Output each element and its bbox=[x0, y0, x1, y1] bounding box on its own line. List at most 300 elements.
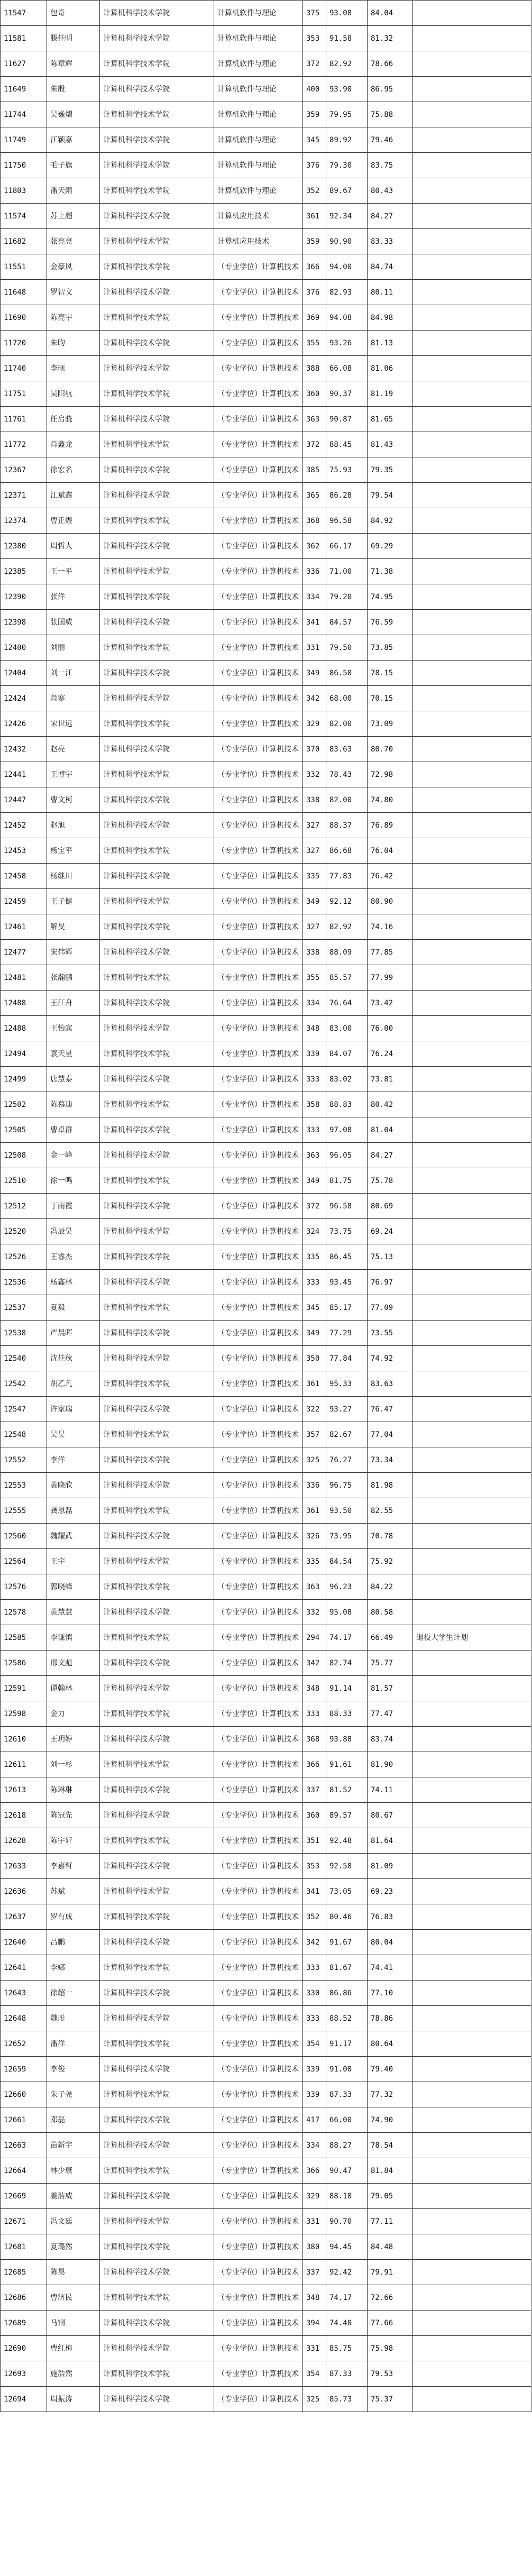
major-cell: （专业学位）计算机技术 bbox=[214, 356, 303, 381]
prelim-score-cell: 333 bbox=[303, 1701, 326, 1727]
total-score-cell: 74.80 bbox=[368, 787, 413, 813]
table-row bbox=[1, 1904, 531, 1930]
exam-id-cell: 12685 bbox=[1, 2260, 47, 2285]
retest-score-cell: 68.00 bbox=[326, 686, 368, 711]
major-cell: （专业学位）计算机技术 bbox=[214, 457, 303, 483]
table-row bbox=[1, 26, 531, 51]
major-cell: （专业学位）计算机技术 bbox=[214, 2184, 303, 2209]
remark-cell bbox=[413, 584, 531, 610]
exam-id-cell: 11627 bbox=[1, 51, 47, 77]
total-score-cell: 76.24 bbox=[368, 1041, 413, 1067]
major-cell: （专业学位）计算机技术 bbox=[214, 1067, 303, 1092]
remark-cell bbox=[413, 711, 531, 737]
table-row bbox=[1, 610, 531, 635]
major-cell: （专业学位）计算机技术 bbox=[214, 1447, 303, 1473]
college-cell: 计算机科学技术学院 bbox=[100, 914, 214, 940]
table-row bbox=[1, 1930, 531, 1955]
major-cell: （专业学位）计算机技术 bbox=[214, 2336, 303, 2361]
exam-id-cell: 12459 bbox=[1, 889, 47, 914]
prelim-score-cell: 355 bbox=[303, 331, 326, 356]
college-cell: 计算机科学技术学院 bbox=[100, 1041, 214, 1067]
remark-cell bbox=[413, 1854, 531, 1879]
table-row bbox=[1, 2107, 531, 2133]
table-row bbox=[1, 1041, 531, 1067]
prelim-score-cell: 380 bbox=[303, 2234, 326, 2260]
college-cell: 计算机科学技术学院 bbox=[100, 2234, 214, 2260]
exam-id-cell: 12488 bbox=[1, 991, 47, 1016]
college-cell: 计算机科学技术学院 bbox=[100, 2158, 214, 2184]
remark-cell bbox=[413, 178, 531, 204]
name-cell: 杨继川 bbox=[47, 864, 100, 889]
retest-score-cell: 96.75 bbox=[326, 1473, 368, 1498]
exam-id-cell: 11751 bbox=[1, 381, 47, 407]
prelim-score-cell: 294 bbox=[303, 1625, 326, 1651]
college-cell: 计算机科学技术学院 bbox=[100, 534, 214, 559]
college-cell: 计算机科学技术学院 bbox=[100, 1498, 214, 1524]
retest-score-cell: 96.05 bbox=[326, 1143, 368, 1168]
total-score-cell: 69.24 bbox=[368, 1219, 413, 1244]
major-cell: （专业学位）计算机技术 bbox=[214, 2082, 303, 2107]
prelim-score-cell: 361 bbox=[303, 1498, 326, 1524]
exam-id-cell: 12652 bbox=[1, 2031, 47, 2057]
remark-cell bbox=[413, 2311, 531, 2336]
table-row bbox=[1, 813, 531, 838]
name-cell: 朱殷 bbox=[47, 77, 100, 102]
remark-cell bbox=[413, 1168, 531, 1194]
prelim-score-cell: 333 bbox=[303, 1067, 326, 1092]
prelim-score-cell: 394 bbox=[303, 2311, 326, 2336]
name-cell: 罗智文 bbox=[47, 280, 100, 305]
total-score-cell: 80.58 bbox=[368, 1600, 413, 1625]
major-cell: （专业学位）计算机技术 bbox=[214, 2387, 303, 2412]
total-score-cell: 71.38 bbox=[368, 559, 413, 584]
college-cell: 计算机科学技术学院 bbox=[100, 1397, 214, 1422]
table-row bbox=[1, 2158, 531, 2184]
prelim-score-cell: 369 bbox=[303, 305, 326, 331]
table-row bbox=[1, 2209, 531, 2234]
total-score-cell: 75.13 bbox=[368, 1244, 413, 1270]
table-row bbox=[1, 2336, 531, 2361]
name-cell: 金力 bbox=[47, 1701, 100, 1727]
college-cell: 计算机科学技术学院 bbox=[100, 661, 214, 686]
prelim-score-cell: 327 bbox=[303, 813, 326, 838]
prelim-score-cell: 337 bbox=[303, 2260, 326, 2285]
prelim-score-cell: 417 bbox=[303, 2107, 326, 2133]
major-cell: （专业学位）计算机技术 bbox=[214, 762, 303, 787]
name-cell: 唐慧泰 bbox=[47, 1067, 100, 1092]
exam-id-cell: 11740 bbox=[1, 356, 47, 381]
table-row bbox=[1, 686, 531, 711]
college-cell: 计算机科学技术学院 bbox=[100, 280, 214, 305]
prelim-score-cell: 359 bbox=[303, 229, 326, 254]
major-cell: （专业学位）计算机技术 bbox=[214, 381, 303, 407]
major-cell: （专业学位）计算机技术 bbox=[214, 914, 303, 940]
name-cell: 罗有成 bbox=[47, 1904, 100, 1930]
prelim-score-cell: 350 bbox=[303, 1346, 326, 1371]
prelim-score-cell: 342 bbox=[303, 1651, 326, 1676]
table-row bbox=[1, 178, 531, 204]
prelim-score-cell: 360 bbox=[303, 1803, 326, 1828]
exam-id-cell: 12578 bbox=[1, 1600, 47, 1625]
college-cell: 计算机科学技术学院 bbox=[100, 940, 214, 965]
remark-cell bbox=[413, 26, 531, 51]
college-cell: 计算机科学技术学院 bbox=[100, 1549, 214, 1574]
retest-score-cell: 66.17 bbox=[326, 534, 368, 559]
name-cell: 潘洋 bbox=[47, 2031, 100, 2057]
name-cell: 魏耀武 bbox=[47, 1524, 100, 1549]
name-cell: 李嘉哲 bbox=[47, 1854, 100, 1879]
prelim-score-cell: 338 bbox=[303, 787, 326, 813]
prelim-score-cell: 358 bbox=[303, 1092, 326, 1117]
exam-id-cell: 12390 bbox=[1, 584, 47, 610]
major-cell: （专业学位）计算机技术 bbox=[214, 1397, 303, 1422]
remark-cell bbox=[413, 864, 531, 889]
total-score-cell: 84.74 bbox=[368, 254, 413, 280]
remark-cell bbox=[413, 1371, 531, 1397]
retest-score-cell: 92.42 bbox=[326, 2260, 368, 2285]
remark-cell bbox=[413, 2006, 531, 2031]
table-row bbox=[1, 381, 531, 407]
college-cell: 计算机科学技术学院 bbox=[100, 2260, 214, 2285]
major-cell: （专业学位）计算机技术 bbox=[214, 1727, 303, 1752]
table-row bbox=[1, 1244, 531, 1270]
college-cell: 计算机科学技术学院 bbox=[100, 2082, 214, 2107]
total-score-cell: 78.86 bbox=[368, 2006, 413, 2031]
remark-cell bbox=[413, 153, 531, 178]
name-cell: 夏毅 bbox=[47, 1295, 100, 1321]
major-cell: （专业学位）计算机技术 bbox=[214, 1371, 303, 1397]
total-score-cell: 81.90 bbox=[368, 1752, 413, 1777]
total-score-cell: 84.27 bbox=[368, 204, 413, 229]
major-cell: （专业学位）计算机技术 bbox=[214, 1981, 303, 2006]
retest-score-cell: 96.58 bbox=[326, 508, 368, 534]
prelim-score-cell: 329 bbox=[303, 711, 326, 737]
table-row bbox=[1, 1397, 531, 1422]
remark-cell bbox=[413, 1549, 531, 1574]
major-cell: （专业学位）计算机技术 bbox=[214, 1219, 303, 1244]
name-cell: 赵亮 bbox=[47, 737, 100, 762]
name-cell: 苏上超 bbox=[47, 204, 100, 229]
college-cell: 计算机科学技术学院 bbox=[100, 1346, 214, 1371]
retest-score-cell: 94.08 bbox=[326, 305, 368, 331]
remark-cell bbox=[413, 1422, 531, 1447]
college-cell: 计算机科学技术学院 bbox=[100, 838, 214, 864]
prelim-score-cell: 327 bbox=[303, 914, 326, 940]
exam-id-cell: 12643 bbox=[1, 1981, 47, 2006]
name-cell: 张亮亮 bbox=[47, 229, 100, 254]
remark-cell bbox=[413, 1295, 531, 1321]
retest-score-cell: 91.61 bbox=[326, 1752, 368, 1777]
table-row bbox=[1, 2006, 531, 2031]
major-cell: （专业学位）计算机技术 bbox=[214, 2209, 303, 2234]
total-score-cell: 75.92 bbox=[368, 1549, 413, 1574]
table-row bbox=[1, 1549, 531, 1574]
college-cell: 计算机科学技术学院 bbox=[100, 762, 214, 787]
major-cell: （专业学位）计算机技术 bbox=[214, 2107, 303, 2133]
college-cell: 计算机科学技术学院 bbox=[100, 1143, 214, 1168]
prelim-score-cell: 400 bbox=[303, 77, 326, 102]
prelim-score-cell: 337 bbox=[303, 1777, 326, 1803]
major-cell: 计算机软件与理论 bbox=[214, 1, 303, 26]
exam-id-cell: 12536 bbox=[1, 1270, 47, 1295]
college-cell: 计算机科学技术学院 bbox=[100, 1219, 214, 1244]
name-cell: 王博宇 bbox=[47, 762, 100, 787]
admission-table-body bbox=[1, 1, 531, 2412]
exam-id-cell: 12560 bbox=[1, 1524, 47, 1549]
exam-id-cell: 11803 bbox=[1, 178, 47, 204]
total-score-cell: 70.15 bbox=[368, 686, 413, 711]
college-cell: 计算机科学技术学院 bbox=[100, 2031, 214, 2057]
prelim-score-cell: 345 bbox=[303, 127, 326, 153]
remark-cell bbox=[413, 508, 531, 534]
remark-cell bbox=[413, 229, 531, 254]
total-score-cell: 81.64 bbox=[368, 1828, 413, 1854]
college-cell: 计算机科学技术学院 bbox=[100, 813, 214, 838]
major-cell: （专业学位）计算机技术 bbox=[214, 2158, 303, 2184]
prelim-score-cell: 361 bbox=[303, 1371, 326, 1397]
table-row bbox=[1, 940, 531, 965]
major-cell: （专业学位）计算机技术 bbox=[214, 2133, 303, 2158]
prelim-score-cell: 363 bbox=[303, 1143, 326, 1168]
exam-id-cell: 12452 bbox=[1, 813, 47, 838]
table-row bbox=[1, 711, 531, 737]
total-score-cell: 77.11 bbox=[368, 2209, 413, 2234]
remark-cell bbox=[413, 1524, 531, 1549]
major-cell: （专业学位）计算机技术 bbox=[214, 254, 303, 280]
remark-cell bbox=[413, 1067, 531, 1092]
retest-score-cell: 88.45 bbox=[326, 432, 368, 457]
total-score-cell: 76.00 bbox=[368, 1016, 413, 1041]
retest-score-cell: 83.02 bbox=[326, 1067, 368, 1092]
exam-id-cell: 11649 bbox=[1, 77, 47, 102]
remark-cell bbox=[413, 1727, 531, 1752]
prelim-score-cell: 372 bbox=[303, 1194, 326, 1219]
exam-id-cell: 12555 bbox=[1, 1498, 47, 1524]
table-row bbox=[1, 1473, 531, 1498]
major-cell: 计算机软件与理论 bbox=[214, 102, 303, 127]
retest-score-cell: 74.17 bbox=[326, 2285, 368, 2311]
prelim-score-cell: 345 bbox=[303, 1295, 326, 1321]
name-cell: 吕鹏 bbox=[47, 1930, 100, 1955]
table-row bbox=[1, 2260, 531, 2285]
exam-id-cell: 12686 bbox=[1, 2285, 47, 2311]
retest-score-cell: 77.83 bbox=[326, 864, 368, 889]
college-cell: 计算机科学技术学院 bbox=[100, 102, 214, 127]
retest-score-cell: 93.27 bbox=[326, 1397, 368, 1422]
total-score-cell: 84.48 bbox=[368, 2234, 413, 2260]
college-cell: 计算机科学技术学院 bbox=[100, 356, 214, 381]
table-row bbox=[1, 661, 531, 686]
major-cell: （专业学位）计算机技术 bbox=[214, 508, 303, 534]
exam-id-cell: 12385 bbox=[1, 559, 47, 584]
name-cell: 李娜 bbox=[47, 1955, 100, 1981]
table-row bbox=[1, 1168, 531, 1194]
total-score-cell: 69.29 bbox=[368, 534, 413, 559]
retest-score-cell: 90.70 bbox=[326, 2209, 368, 2234]
exam-id-cell: 12586 bbox=[1, 1651, 47, 1676]
major-cell: 计算机应用技术 bbox=[214, 229, 303, 254]
remark-cell bbox=[413, 254, 531, 280]
total-score-cell: 77.32 bbox=[368, 2082, 413, 2107]
name-cell: 邢文彪 bbox=[47, 1651, 100, 1676]
college-cell: 计算机科学技术学院 bbox=[100, 153, 214, 178]
name-cell: 任启骁 bbox=[47, 407, 100, 432]
retest-score-cell: 79.50 bbox=[326, 635, 368, 661]
name-cell: 黄晓欣 bbox=[47, 1473, 100, 1498]
name-cell: 曹卓群 bbox=[47, 1117, 100, 1143]
exam-id-cell: 11744 bbox=[1, 102, 47, 127]
prelim-score-cell: 372 bbox=[303, 432, 326, 457]
name-cell: 林少康 bbox=[47, 2158, 100, 2184]
retest-score-cell: 90.37 bbox=[326, 381, 368, 407]
prelim-score-cell: 365 bbox=[303, 483, 326, 508]
name-cell: 周振涛 bbox=[47, 2387, 100, 2412]
college-cell: 计算机科学技术学院 bbox=[100, 77, 214, 102]
name-cell: 王怡宾 bbox=[47, 1016, 100, 1041]
name-cell: 谭翰林 bbox=[47, 1676, 100, 1701]
total-score-cell: 78.15 bbox=[368, 661, 413, 686]
name-cell: 金一峰 bbox=[47, 1143, 100, 1168]
remark-cell bbox=[413, 2184, 531, 2209]
retest-score-cell: 81.75 bbox=[326, 1168, 368, 1194]
total-score-cell: 81.04 bbox=[368, 1117, 413, 1143]
retest-score-cell: 94.00 bbox=[326, 254, 368, 280]
college-cell: 计算机科学技术学院 bbox=[100, 1321, 214, 1346]
exam-id-cell: 12681 bbox=[1, 2234, 47, 2260]
remark-cell bbox=[413, 1244, 531, 1270]
prelim-score-cell: 341 bbox=[303, 610, 326, 635]
table-row bbox=[1, 280, 531, 305]
total-score-cell: 75.77 bbox=[368, 1651, 413, 1676]
name-cell: 肖鑫龙 bbox=[47, 432, 100, 457]
prelim-score-cell: 333 bbox=[303, 2006, 326, 2031]
prelim-score-cell: 339 bbox=[303, 2082, 326, 2107]
remark-cell bbox=[413, 127, 531, 153]
table-row bbox=[1, 1270, 531, 1295]
major-cell: （专业学位）计算机技术 bbox=[214, 331, 303, 356]
remark-cell bbox=[413, 305, 531, 331]
table-row bbox=[1, 2311, 531, 2336]
retest-score-cell: 76.64 bbox=[326, 991, 368, 1016]
prelim-score-cell: 334 bbox=[303, 584, 326, 610]
retest-score-cell: 89.92 bbox=[326, 127, 368, 153]
total-score-cell: 80.67 bbox=[368, 1803, 413, 1828]
retest-score-cell: 86.28 bbox=[326, 483, 368, 508]
total-score-cell: 81.65 bbox=[368, 407, 413, 432]
prelim-score-cell: 327 bbox=[303, 838, 326, 864]
table-row bbox=[1, 1143, 531, 1168]
name-cell: 周哲人 bbox=[47, 534, 100, 559]
exam-id-cell: 12633 bbox=[1, 1854, 47, 1879]
name-cell: 陈章辉 bbox=[47, 51, 100, 77]
major-cell: （专业学位）计算机技术 bbox=[214, 2260, 303, 2285]
table-row bbox=[1, 1422, 531, 1447]
exam-id-cell: 12481 bbox=[1, 965, 47, 991]
college-cell: 计算机科学技术学院 bbox=[100, 1777, 214, 1803]
major-cell: （专业学位）计算机技术 bbox=[214, 1752, 303, 1777]
retest-score-cell: 86.68 bbox=[326, 838, 368, 864]
exam-id-cell: 12400 bbox=[1, 635, 47, 661]
remark-cell bbox=[413, 1828, 531, 1854]
total-score-cell: 84.92 bbox=[368, 508, 413, 534]
college-cell: 计算机科学技术学院 bbox=[100, 1168, 214, 1194]
table-row bbox=[1, 1067, 531, 1092]
exam-id-cell: 12663 bbox=[1, 2133, 47, 2158]
exam-id-cell: 12553 bbox=[1, 1473, 47, 1498]
major-cell: （专业学位）计算机技术 bbox=[214, 1930, 303, 1955]
remark-cell bbox=[413, 1498, 531, 1524]
exam-id-cell: 12404 bbox=[1, 661, 47, 686]
college-cell: 计算机科学技术学院 bbox=[100, 1371, 214, 1397]
prelim-score-cell: 334 bbox=[303, 2133, 326, 2158]
retest-score-cell: 79.20 bbox=[326, 584, 368, 610]
retest-score-cell: 82.00 bbox=[326, 711, 368, 737]
remark-cell: 退役大学生计划 bbox=[413, 1625, 531, 1651]
exam-id-cell: 12367 bbox=[1, 457, 47, 483]
table-row bbox=[1, 1828, 531, 1854]
remark-cell bbox=[413, 483, 531, 508]
retest-score-cell: 74.40 bbox=[326, 2311, 368, 2336]
college-cell: 计算机科学技术学院 bbox=[100, 1574, 214, 1600]
retest-score-cell: 82.00 bbox=[326, 787, 368, 813]
remark-cell bbox=[413, 1143, 531, 1168]
college-cell: 计算机科学技术学院 bbox=[100, 2184, 214, 2209]
remark-cell bbox=[413, 2285, 531, 2311]
college-cell: 计算机科学技术学院 bbox=[100, 1981, 214, 2006]
remark-cell bbox=[413, 1117, 531, 1143]
remark-cell bbox=[413, 1397, 531, 1422]
major-cell: （专业学位）计算机技术 bbox=[214, 305, 303, 331]
table-row bbox=[1, 305, 531, 331]
exam-id-cell: 12641 bbox=[1, 1955, 47, 1981]
name-cell: 曹济民 bbox=[47, 2285, 100, 2311]
name-cell: 朱子尧 bbox=[47, 2082, 100, 2107]
retest-score-cell: 86.86 bbox=[326, 1981, 368, 2006]
remark-cell bbox=[413, 407, 531, 432]
prelim-score-cell: 355 bbox=[303, 965, 326, 991]
retest-score-cell: 82.74 bbox=[326, 1651, 368, 1676]
name-cell: 江斌鑫 bbox=[47, 483, 100, 508]
retest-score-cell: 89.57 bbox=[326, 1803, 368, 1828]
exam-id-cell: 12610 bbox=[1, 1727, 47, 1752]
name-cell: 肖寒 bbox=[47, 686, 100, 711]
retest-score-cell: 79.30 bbox=[326, 153, 368, 178]
prelim-score-cell: 330 bbox=[303, 1981, 326, 2006]
name-cell: 张瀚鹏 bbox=[47, 965, 100, 991]
prelim-score-cell: 370 bbox=[303, 737, 326, 762]
prelim-score-cell: 360 bbox=[303, 381, 326, 407]
major-cell: （专业学位）计算机技术 bbox=[214, 584, 303, 610]
prelim-score-cell: 339 bbox=[303, 1041, 326, 1067]
total-score-cell: 75.78 bbox=[368, 1168, 413, 1194]
table-row bbox=[1, 1676, 531, 1701]
major-cell: （专业学位）计算机技术 bbox=[214, 1117, 303, 1143]
college-cell: 计算机科学技术学院 bbox=[100, 1194, 214, 1219]
remark-cell bbox=[413, 2158, 531, 2184]
college-cell: 计算机科学技术学院 bbox=[100, 1422, 214, 1447]
exam-id-cell: 12453 bbox=[1, 838, 47, 864]
remark-cell bbox=[413, 2133, 531, 2158]
total-score-cell: 81.43 bbox=[368, 432, 413, 457]
college-cell: 计算机科学技术学院 bbox=[100, 787, 214, 813]
table-row bbox=[1, 991, 531, 1016]
total-score-cell: 77.85 bbox=[368, 940, 413, 965]
exam-id-cell: 11547 bbox=[1, 1, 47, 26]
name-cell: 潘天雨 bbox=[47, 178, 100, 204]
remark-cell bbox=[413, 1194, 531, 1219]
table-row bbox=[1, 1194, 531, 1219]
major-cell: （专业学位）计算机技术 bbox=[214, 889, 303, 914]
